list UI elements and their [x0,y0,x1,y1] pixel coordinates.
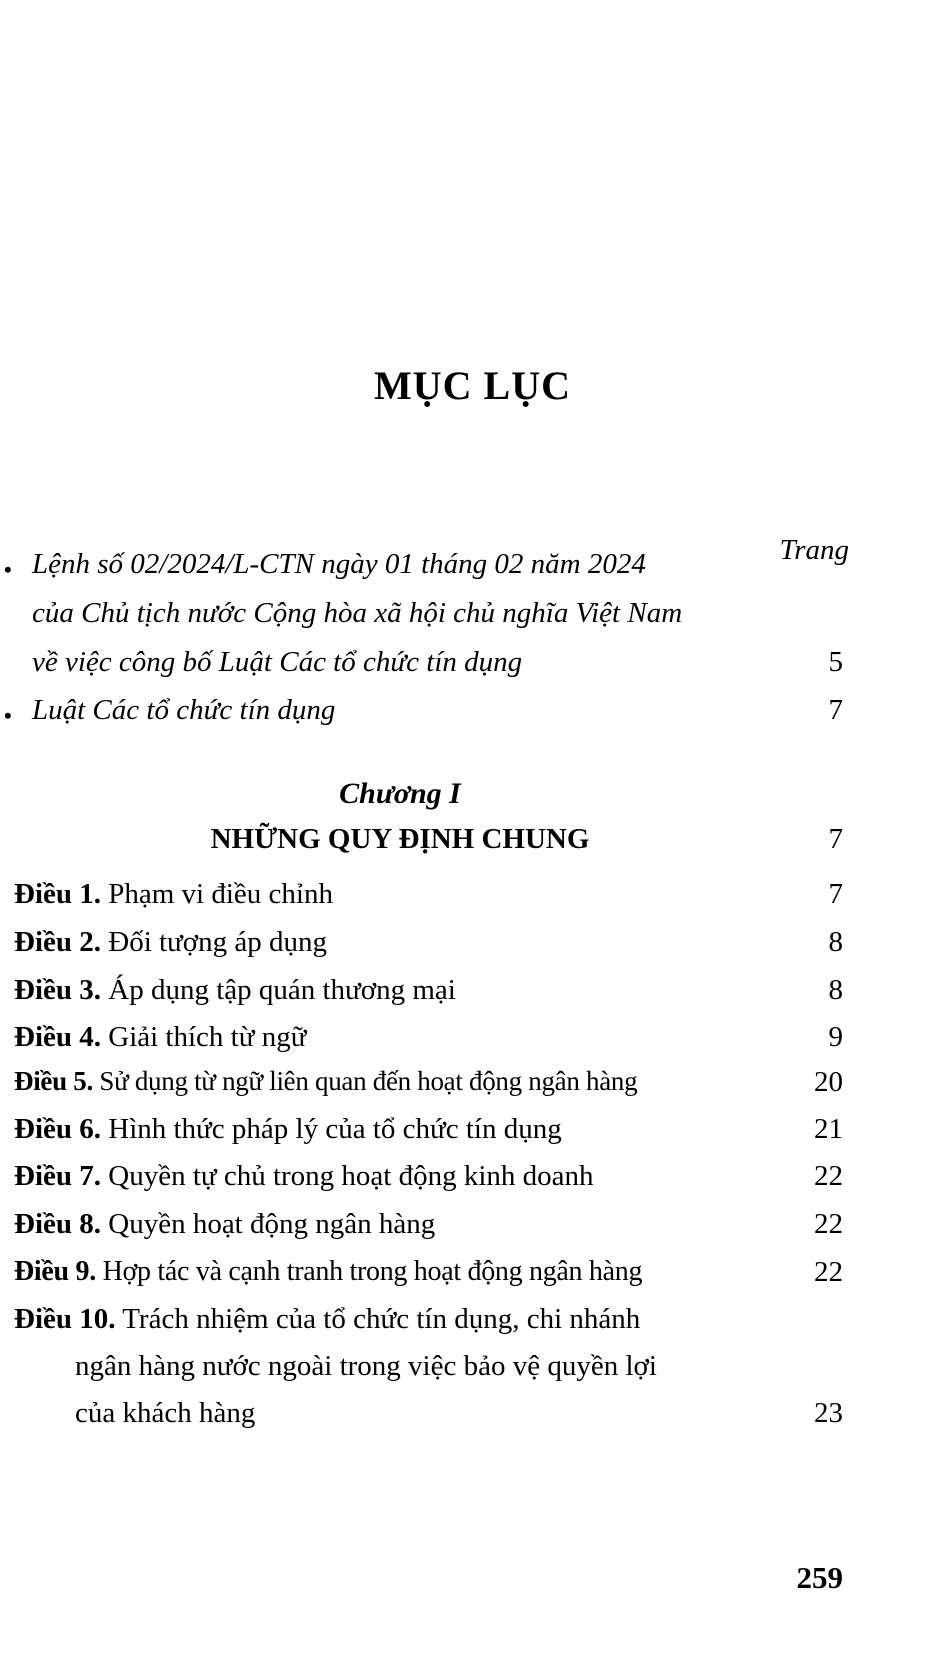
toc-page-number: 22 [814,1208,843,1240]
toc-entry-line: của khách hàng [75,1397,256,1429]
toc-article: Điều 1. Phạm vi điều chỉnh [14,878,333,910]
toc-entry-line: Lệnh số 02/2024/L-CTN ngày 01 tháng 02 năm 2024 [32,548,646,580]
toc-article: Điều 9. Hợp tác và cạnh tranh trong hoạt động ngân hàng [14,1256,643,1287]
toc-entry-line: Luật Các tổ chức tín dụng [32,694,336,726]
toc-article: Điều 10. Trách nhiệm của tổ chức tín dụng, chi nhánh [14,1303,641,1335]
toc-entry-line: ngân hàng nước ngoài trong việc bảo vệ quyền lợi [75,1350,657,1382]
toc-article: Điều 4. Giải thích từ ngữ [14,1021,307,1053]
toc-article: Điều 8. Quyền hoạt động ngân hàng [14,1208,436,1240]
page-column-label: Trang [779,534,849,566]
toc-entry-line: của Chủ tịch nước Cộng hòa xã hội chủ nghĩa Việt Nam [32,597,683,629]
toc-page-number: 23 [814,1397,843,1429]
chapter-title: NHỮNG QUY ĐỊNH CHUNG [210,823,590,855]
toc-article: Điều 2. Đối tượng áp dụng [14,926,327,958]
toc-page-number: 7 [828,694,843,726]
toc-page-number: 8 [828,926,843,958]
toc-page-number: 5 [828,646,843,678]
toc-page-number: 22 [814,1256,843,1288]
toc-page-number: 21 [814,1113,843,1145]
toc-article: Điều 6. Hình thức pháp lý của tổ chức tín dụng [14,1113,562,1145]
toc-page-number: 22 [814,1160,843,1192]
page-title: MỤC LỤC [374,363,571,408]
toc-page-number: 7 [828,878,843,910]
toc-page-number: 7 [828,823,843,855]
toc-article: Điều 7. Quyền tự chủ trong hoạt động kinh doanh [14,1160,594,1192]
toc-page-number: 9 [828,1021,843,1053]
toc-entry-line: về việc công bố Luật Các tổ chức tín dụng [32,646,523,678]
toc-article: Điều 3. Áp dụng tập quán thương mại [14,974,456,1006]
page-number: 259 [796,1560,843,1595]
toc-article: Điều 5. Sử dụng từ ngữ liên quan đến hoạt động ngân hàng [14,1066,638,1096]
toc-page-number: 20 [814,1066,843,1098]
bullet-icon: • [4,557,12,582]
chapter-label: Chương I [339,777,461,810]
toc-page-number: 8 [828,974,843,1006]
bullet-icon: • [4,703,12,728]
